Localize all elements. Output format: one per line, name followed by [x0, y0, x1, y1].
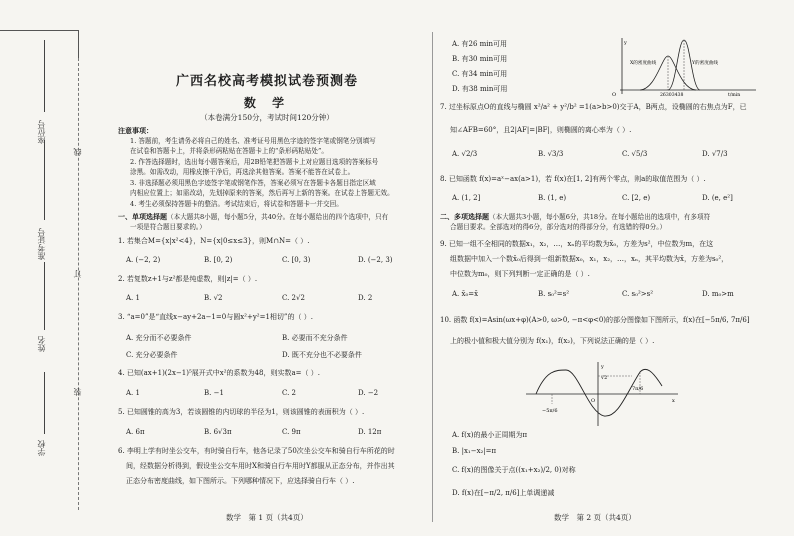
- q4-option-c[interactable]: C. 2: [282, 389, 297, 397]
- q9-line: 组数据中加入一个数x̄₀后得到一组新数据x₀，x₁，x₂，…，xₙ，其平均数为x̄，方差为s₀²，: [450, 255, 729, 263]
- q5-option-a[interactable]: A. 6π: [126, 428, 145, 436]
- q3-option-b[interactable]: B. 必要而不充分条件: [282, 334, 348, 342]
- cut-line: [78, 58, 79, 510]
- section1-desc: （本大题共8小题，每小题5分，共40分。在每小题给出的四个选项中，只有: [167, 213, 389, 221]
- q4-option-d[interactable]: D. −2: [358, 389, 379, 397]
- sine-right-tick: 7π/6: [632, 386, 644, 392]
- q9-option-c[interactable]: C. s₀²>s²: [622, 290, 654, 298]
- sine-left-tick: −5π/6: [542, 408, 558, 414]
- q5-stem: 5. 已知圆锥的高为3，若该圆锥的内切球的半径为1，则该圆锥的表面积为（ ）.: [118, 408, 365, 416]
- q6-option-c[interactable]: C. 有34 min可用: [452, 70, 508, 78]
- x-curve-label: X的密度曲线: [630, 61, 657, 66]
- q8-option-b[interactable]: B. (1, e): [538, 194, 567, 202]
- school-blank: [44, 372, 45, 434]
- sine-x-label: x: [672, 398, 675, 404]
- cut-mark-2: 订: [73, 270, 82, 278]
- seat-blank: [44, 40, 45, 112]
- q8-option-d[interactable]: D. (e, e²]: [702, 194, 733, 202]
- exam-no-blank: [44, 140, 45, 220]
- q7-option-d[interactable]: D. √7/3: [702, 150, 728, 158]
- q5-option-b[interactable]: B. 6√3π: [204, 428, 232, 436]
- graph-origin: O: [612, 92, 617, 98]
- exam-meta: （本卷满分150分，考试时间120分钟）: [200, 113, 334, 122]
- q3-option-d[interactable]: D. 既不充分也不必要条件: [282, 351, 362, 359]
- graph-y-label: y: [624, 40, 627, 46]
- q2-option-b[interactable]: B. √2: [204, 294, 223, 302]
- q10-option-d[interactable]: D. f(x)在[−π/2, π/6]上单调递减: [452, 489, 555, 497]
- section2-desc2: 合题目要求。全部选对的得6分，部分选对的得部分分，有选错的得0分。）: [450, 223, 667, 231]
- q3-option-c[interactable]: C. 充分必要条件: [126, 351, 178, 359]
- binding-corner-line: [0, 30, 78, 31]
- graph-t-label: t/min: [728, 93, 741, 98]
- q4-option-b[interactable]: B. −1: [204, 389, 224, 397]
- q6-option-a[interactable]: A. 有26 min可用: [452, 40, 508, 48]
- q6-line: 正态分布密度曲线，如下图所示。下列哪种情况下，应选择骑自行车（ ）.: [126, 477, 355, 485]
- q7-line2: 知∠AFB=60°，且2|AF|=|BF|，则椭圆的离心率为（ ）.: [450, 126, 632, 134]
- q1-option-b[interactable]: B. [0, 2): [204, 256, 233, 264]
- q10-line2: 上的极小值和极大值分别为 f(x₁)，f(x₂)，下列说法正确的是（ ）.: [450, 337, 655, 345]
- q7-option-c[interactable]: C. √5/3: [622, 150, 648, 158]
- sine-origin: O: [591, 398, 596, 404]
- q9-line: 9. 已知一组不全相同的数据x₁，x₂，…，xₙ的平均数为x̄₀，方差为s²，中位数为m，在这: [440, 240, 714, 248]
- q6-option-b[interactable]: B. 有30 min可用: [452, 55, 508, 63]
- section2-heading: 二、多项选择题: [440, 212, 489, 221]
- q8-stem: 8. 已知函数 f(x)=aˣ−ax(a>1)，若 f(x)在[1, 2]有两个零点，则a的取值范围为（ ）.: [440, 175, 706, 183]
- q7-line1: 7. 过坐标原点O的直线与椭圆 x²/a² + y²/b² =1(a>b>0)交于A，B两点，设椭圆的右焦点为F，已: [440, 103, 747, 111]
- note-line: 1. 答题前，考生请务必将自己的姓名、准考证号用黑色字迹的签字笔或钢笔分别填写: [130, 137, 376, 145]
- seat-label: 座位号: [37, 120, 46, 144]
- q9-line: 中位数为m₀，则下列判断一定正确的是（ ）.: [450, 270, 590, 278]
- q1-option-c[interactable]: C. [0, 3): [282, 256, 311, 264]
- q10-option-c[interactable]: C. f(x)的图像关于点((x₁+x₂)/2, 0)对称: [452, 466, 576, 474]
- note-line: 3. 非选择题必须用黑色字迹签字笔或钢笔作答，答案必须写在答题卡各题目指定区域: [130, 179, 376, 187]
- q6-line: 间，经数据分析得到，假设坐公交车用时X和骑自行车用时Y都服从正态分布，并作出其: [126, 462, 395, 470]
- exam-no-label: 准考证号: [37, 228, 46, 260]
- q2-option-a[interactable]: A. 1: [126, 294, 140, 302]
- q2-option-c[interactable]: C. 2√2: [282, 294, 305, 302]
- page-footer-right: 数学 第 2 页（共4页）: [554, 513, 636, 522]
- page-footer-left: 数学 第 1 页（共4页）: [226, 513, 308, 522]
- q10-option-b[interactable]: B. |x₁−x₂|=π: [452, 447, 497, 455]
- q9-option-b[interactable]: B. s₀²=s²: [538, 290, 570, 298]
- q6-line: 6. 李明上学有时坐公交车，有时骑自行车，他各记录了50次坐公交车和骑自行车所花的时: [118, 447, 395, 455]
- q8-option-a[interactable]: A. (1, 2]: [452, 194, 481, 202]
- cut-mark-3: 装: [73, 388, 82, 396]
- q1-option-a[interactable]: A. (−2, 2): [126, 256, 161, 264]
- left-page: [108, 0, 426, 536]
- name-label: 姓名: [37, 336, 46, 352]
- q2-option-d[interactable]: D. 2: [358, 294, 373, 302]
- column-divider: [432, 32, 433, 522]
- q5-option-d[interactable]: D. 12π: [358, 428, 382, 436]
- q7-option-b[interactable]: B. √3/3: [538, 150, 564, 158]
- cut-mark-1: 线: [73, 148, 82, 156]
- notes-heading: 注意事项：: [118, 126, 153, 135]
- sine-graph: [522, 360, 682, 428]
- right-page: [442, 0, 782, 536]
- section1-desc2: 一项是符合题目要求的。）: [130, 223, 206, 231]
- q1-option-d[interactable]: D. (−2, 3): [358, 256, 393, 264]
- note-line: 涂黑。如需改动，用橡皮擦干净后，再选涂其他答案。答案不能答在试卷上。: [130, 168, 355, 176]
- section1-heading: 一、单项选择题: [118, 212, 167, 221]
- q10-option-a[interactable]: A. f(x)的最小正周期为π: [452, 431, 528, 439]
- density-curves-graph: [610, 36, 760, 98]
- q8-option-c[interactable]: C. [2, e): [622, 194, 651, 202]
- sine-amp: √2: [601, 375, 608, 381]
- q3-stem: 3. “a=0”是“直线x−ay+2a−1=0与圆x²+y²=1相切”的（ ）.: [118, 313, 313, 321]
- q5-option-c[interactable]: C. 9π: [282, 428, 301, 436]
- y-curve-label: Y的密度曲线: [692, 61, 719, 66]
- note-line: 2. 作答选择题时，选出每小题答案后，用2B铅笔把答题卡上对应题目选项的答案标号: [130, 158, 379, 166]
- note-line: 4. 考生必须保持答题卡的整洁。考试结束后，将试卷和答题卡一并交回。: [130, 200, 343, 208]
- note-line: 内相应位置上；如需改动，先划掉原来的答案，然后再写上新的答案。在试卷上答题无效。: [130, 189, 394, 197]
- section1-header: [118, 212, 388, 222]
- q1-stem: 1. 若集合M={x|x²<4}，N={x|0≤x≤3}，则M∩N=（ ）.: [118, 237, 310, 245]
- q7-option-a[interactable]: A. √2/3: [452, 150, 478, 158]
- q9-option-d[interactable]: D. m₀>m: [702, 290, 734, 298]
- q4-option-a[interactable]: A. 1: [126, 389, 140, 397]
- note-line: 在试卷和答题卡上，并将条形码粘贴在答题卡上的“条形码粘贴处”。: [130, 147, 328, 155]
- binding-strip: [0, 0, 112, 536]
- section2-header: [440, 212, 710, 222]
- q10-line1: 10. 函数 f(x)=Asin(ωx+φ)(A>0, ω>0, −π<φ<0)的部分图像如下图所示，f(x)在[−5π/6, 7π/6]: [440, 316, 750, 324]
- q4-stem: 4. 已知(ax+1)(2x−1)⁵展开式中x²的系数为48，则实数a=（ ）.: [118, 369, 320, 377]
- sine-y-label: y: [601, 364, 604, 370]
- name-blank: [44, 262, 45, 330]
- q6-option-d[interactable]: D. 有38 min可用: [452, 85, 508, 93]
- q2-stem: 2. 若复数z+1与z²都是纯虚数，则|z|=（ ）.: [118, 275, 258, 283]
- q9-option-a[interactable]: A. x̄₀=x̄: [452, 290, 479, 298]
- exam-subject: 数 学: [243, 96, 291, 110]
- exam-title: 广西名校高考模拟试卷预测卷: [175, 74, 358, 89]
- section2-desc: （本大题共3小题，每小题6分，共18分。在每小题给出的选项中，有多项符: [489, 213, 711, 221]
- q3-option-a[interactable]: A. 充分而不必要条件: [126, 334, 192, 342]
- school-label: 学校: [37, 440, 46, 456]
- graph-ticks: 26303438: [660, 93, 684, 98]
